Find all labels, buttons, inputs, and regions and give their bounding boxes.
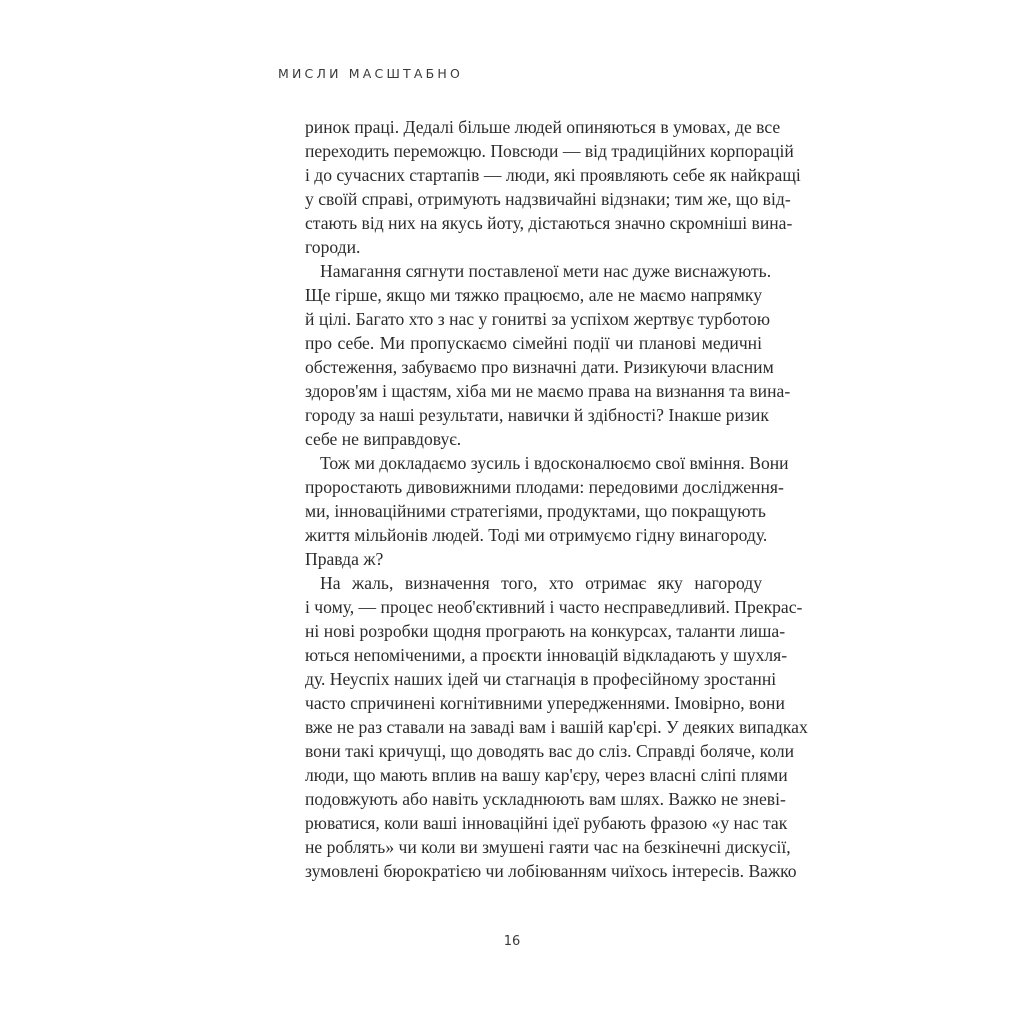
paragraph: [305, 115, 801, 259]
text-line: вже не раз ставали на заваді вам і вашій кар'єрі. У деяких випадках: [305, 717, 808, 737]
paragraph: [305, 451, 789, 571]
text-line: люди, що мають вплив на вашу кар'єру, через власні сліпі плями: [305, 765, 788, 785]
paragraph: [305, 571, 808, 883]
text-line: і чому, — процес необ'єктивний і часто несправедливий. Прекрас-: [305, 597, 803, 617]
text-line: Правда ж?: [305, 549, 384, 569]
text-line: вони такі кричущі, що доводять вас до сліз. Справді боляче, коли: [305, 741, 795, 761]
page-number: 16: [503, 934, 521, 949]
text-line: стають від них на якусь йоту, дістаються значно скромніші вина-: [305, 213, 793, 233]
text-line: ду. Неуспіх наших ідей чи стагнація в професійному зростанні: [305, 669, 777, 689]
text-line: городи.: [305, 237, 361, 257]
text-line: На жаль, визначення того, хто отримає яку нагороду: [320, 573, 762, 593]
text-line: й цілі. Багато хто з нас у гонитві за успіхом жертвує турботою: [305, 309, 770, 329]
paragraph: [305, 259, 791, 451]
text-line: Ще гірше, якщо ми тяжко працюємо, але не маємо напрямку: [305, 285, 762, 305]
text-line: ються непоміченими, а проєкти інновацій відкладають у шухля-: [305, 645, 788, 665]
text-line: городу за наші результати, навички й здібності? Інакше ризик: [305, 405, 769, 425]
text-line: ринок праці. Дедалі більше людей опиняються в умовах, де все: [305, 117, 781, 137]
text-line: переходить переможцю. Повсюди — від традиційних корпорацій: [305, 141, 794, 161]
text-line: обстеження, забуваємо про визначні дати. Ризикуючи власним: [305, 357, 774, 377]
text-line: ні нові розробки щодня програють на конкурсах, таланти лиша-: [305, 621, 786, 641]
text-line: у своїй справі, отримують надзвичайні відзнаки; тим же, що від-: [305, 189, 791, 209]
text-line: життя мільйонів людей. Тоді ми отримуємо гідну винагороду.: [305, 525, 768, 545]
text-line: не роблять» чи коли ви змушені гаяти час на безкінечні дискусії,: [305, 837, 791, 857]
text-line: рюватися, коли ваші інноваційні ідеї рубають фразою «у нас так: [305, 813, 788, 833]
body-text: [305, 115, 808, 883]
text-line: про себе. Ми пропускаємо сімейні події чи планові медичні: [305, 333, 762, 353]
text-line: себе не виправдовує.: [305, 429, 462, 449]
text-line: ми, інноваційними стратегіями, продуктами, що покращують: [305, 501, 766, 521]
text-line: зумовлені бюрократією чи лобіюванням чиїхось інтересів. Важко: [305, 861, 797, 881]
text-line: проростають дивовижними плодами: передовими дослідження-: [305, 477, 784, 497]
text-line: і до сучасних стартапів — люди, які проявляють себе як найкращі: [305, 165, 801, 185]
text-line: подовжують або навіть ускладнюють вам шлях. Важко не зневі-: [305, 789, 786, 809]
text-line: Намагання сягнути поставленої мети нас дуже виснажують.: [320, 261, 772, 281]
text-line: часто спричинені когнітивними упередженнями. Імовірно, вони: [305, 693, 785, 713]
running-head: МИСЛИ МАСШТАБНО: [278, 66, 464, 81]
text-line: здоров'ям і щастям, хіба ми не маємо права на визнання та вина-: [305, 381, 791, 401]
text-line: Тож ми докладаємо зусиль і вдосконалюємо свої вміння. Вони: [320, 453, 789, 473]
